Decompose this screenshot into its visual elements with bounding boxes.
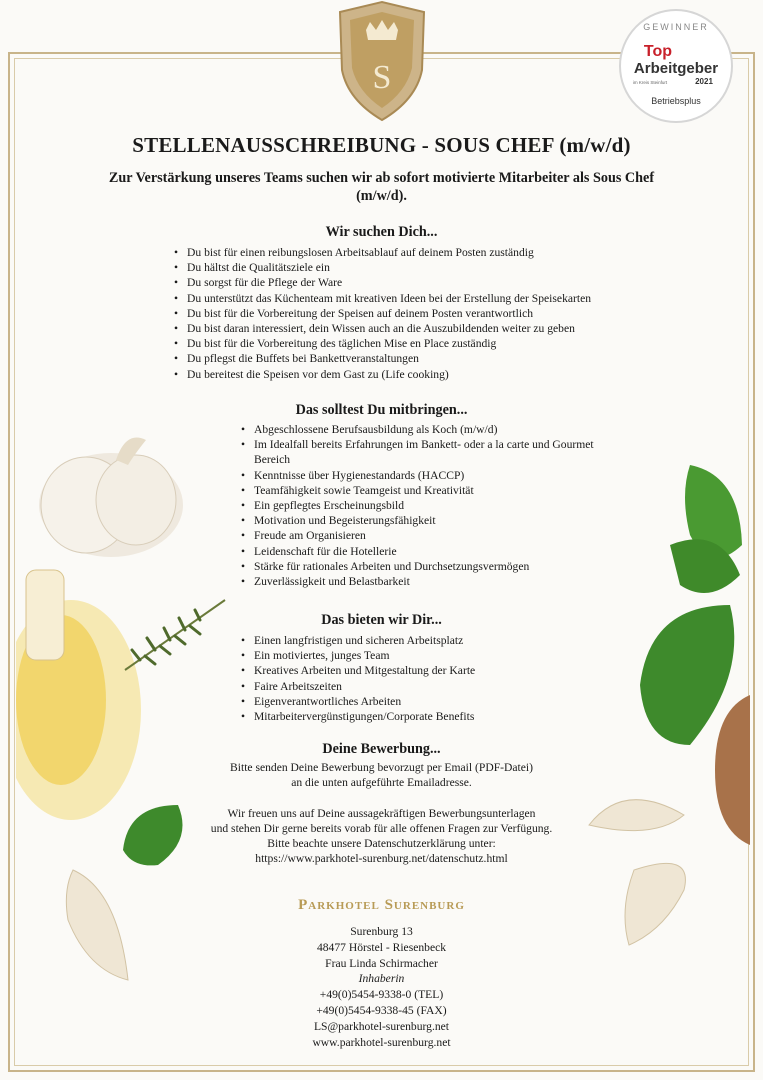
contact-role: Inhaberin: [358, 972, 405, 986]
hotel-brand-name: Parkhotel Surenburg: [298, 897, 465, 913]
svg-text:Arbeitgeber: Arbeitgeber: [633, 60, 719, 77]
page-subtitle: Zur Verstärkung unseres Teams suchen wir ab sofort motivierte Mitarbeiter als Sous Chef (m/w/d).: [108, 170, 655, 204]
list-item: • Ein gepflegtes Erscheinungsbild: [240, 498, 600, 513]
page-title: STELLENAUSSCHREIBUNG - SOUS CHEF (m/w/d): [132, 133, 631, 157]
address-city: 48477 Hörstel - Riesenbeck: [316, 940, 447, 954]
wooden-bowl-illustration: [710, 690, 750, 850]
svg-text:im Kreis Steinfurt: im Kreis Steinfurt: [632, 80, 668, 85]
list-item: • Du bereitest die Speisen vor dem Gast zu (Life cooking): [173, 367, 673, 382]
list-item: • Leidenschaft für die Hotellerie: [240, 544, 600, 559]
list-item: • Freude am Organisieren: [240, 528, 600, 543]
section-heading-wir-suchen: Wir suchen Dich...: [325, 224, 438, 240]
list-item: • Du bist für die Vorbereitung der Speisen auf deinem Posten verantwortlich: [173, 306, 673, 321]
phone-number[interactable]: +49(0)5454-9338-0 (TEL): [319, 988, 444, 1002]
section-heading-mitbringen: Das solltest Du mitbringen...: [295, 402, 468, 418]
fax-number: +49(0)5454-9338-45 (FAX): [316, 1003, 447, 1017]
list-item: • Im Idealfall bereits Erfahrungen im Bankett- oder a la carte und Gourmet Bereich: [240, 437, 600, 467]
list-item: • Mitarbeitervergünstigungen/Corporate Benefits: [240, 709, 570, 724]
svg-text:Top: Top: [643, 43, 673, 60]
list-item: • Einen langfristigen und sicheren Arbeitsplatz: [240, 633, 570, 648]
svg-text:Betriebsplus: Betriebsplus: [651, 96, 701, 106]
garlic-clove-illustration: [58, 860, 138, 990]
rosemary-illustration: [120, 590, 230, 680]
privacy-link[interactable]: https://www.parkhotel-surenburg.net/datenschutz.html: [255, 852, 508, 865]
list-item: • Du sorgst für die Pflege der Ware: [173, 275, 673, 290]
bewerbung-line-2: an die unten aufgeführte Emailadresse.: [291, 776, 472, 789]
contact-name: Frau Linda Schirmacher: [325, 956, 438, 970]
garlic-bulb-illustration: [16, 420, 186, 560]
section-heading-bieten: Das bieten wir Dir...: [321, 612, 442, 628]
list-item: • Stärke für rationales Arbeiten und Durchsetzungsvermögen: [240, 559, 600, 574]
list-item: • Kreatives Arbeiten und Mitgestaltung der Karte: [240, 663, 570, 678]
bewerbung-line-3: Wir freuen uns auf Deine aussagekräftigen Bewerbungsunterlagen: [227, 807, 536, 820]
list-item: • Teamfähigkeit sowie Teamgeist und Kreativität: [240, 483, 600, 498]
list-item: • Zuverlässigkeit und Belastbarkeit: [240, 574, 600, 589]
list-item: • Du hältst die Qualitätsziele ein: [173, 260, 673, 275]
list-item: • Du bist für einen reibungslosen Arbeitsablauf auf deinem Posten zuständig: [173, 245, 673, 260]
list-bieten: [240, 633, 570, 724]
list-item: • Faire Arbeitszeiten: [240, 679, 570, 694]
list-item: • Abgeschlossene Berufsausbildung als Koch (m/w/d): [240, 422, 600, 437]
address-street: Surenburg 13: [350, 925, 413, 938]
list-item: • Du bist daran interessiert, dein Wissen auch an die Auszubildenden weiter zu geben: [173, 321, 673, 336]
list-item: • Du bist für die Vorbereitung des täglichen Mise en Place zuständig: [173, 336, 673, 351]
list-wir-suchen: [173, 245, 673, 382]
svg-text:S: S: [372, 59, 392, 96]
list-item: • Eigenverantwortliches Arbeiten: [240, 694, 570, 709]
email-link[interactable]: LS@parkhotel-surenburg.net: [313, 1019, 450, 1033]
svg-text:2021: 2021: [695, 77, 713, 86]
website-link[interactable]: www.parkhotel-surenburg.net: [312, 1035, 451, 1049]
list-mitbringen: [240, 422, 600, 589]
list-item: • Du pflegst die Buffets bei Bankettveranstaltungen: [173, 351, 673, 366]
list-item: • Motivation und Begeisterungsfähigkeit: [240, 513, 600, 528]
list-item: • Kenntnisse über Hygienestandards (HACCP): [240, 468, 600, 483]
list-item: • Ein motiviertes, junges Team: [240, 648, 570, 663]
top-arbeitgeber-badge: [618, 8, 734, 124]
bewerbung-line-5: Bitte beachte unsere Datenschutzerklärung unter:: [267, 837, 496, 850]
svg-text:GEWINNER: GEWINNER: [643, 22, 709, 32]
contact-block: [200, 924, 563, 1050]
section-heading-bewerbung: Deine Bewerbung...: [322, 741, 441, 757]
list-item: • Du unterstützt das Küchenteam mit kreativen Ideen bei der Erstellung der Speisekarten: [173, 291, 673, 306]
bewerbung-line-4: und stehen Dir gerne bereits vorab für alle offenen Fragen zur Verfügung.: [210, 822, 553, 835]
hotel-crest-logo: [336, 0, 428, 122]
bewerbung-line-1: Bitte senden Deine Bewerbung bevorzugt per Email (PDF-Datei): [230, 761, 533, 774]
